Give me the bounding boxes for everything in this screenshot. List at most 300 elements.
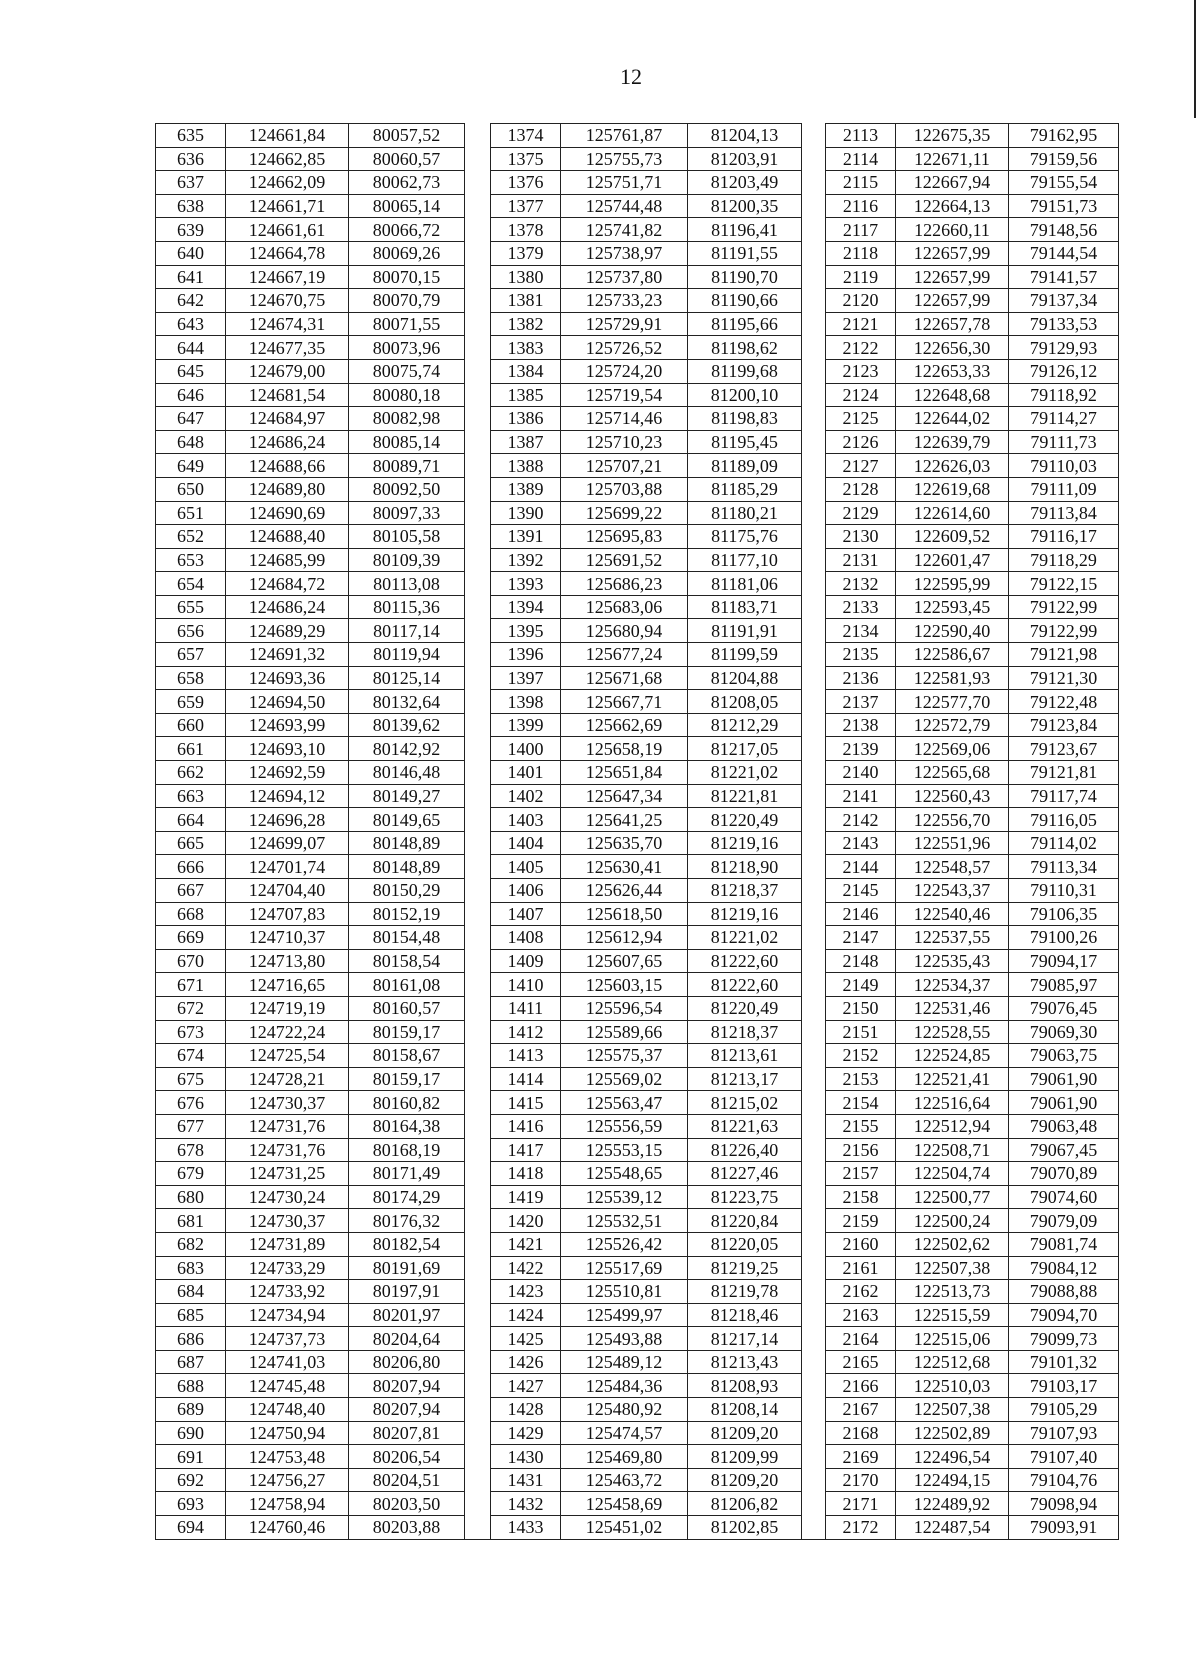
table-row: [156, 595, 1119, 619]
block-3-x-coordinate-cell: 122507,38: [896, 1398, 1009, 1422]
block-2-y-coordinate-cell: 81191,91: [688, 619, 802, 643]
block-2-y-coordinate-cell: 81198,62: [688, 336, 802, 360]
block-3-x-coordinate-cell: 122515,59: [896, 1303, 1009, 1327]
block-separator: [802, 312, 826, 336]
block-2-y-coordinate-cell: 81180,21: [688, 501, 802, 525]
block-1-x-coordinate-cell: 124694,50: [226, 690, 349, 714]
block-1-point-number-cell: 684: [156, 1280, 226, 1304]
block-1-x-coordinate-cell: 124731,25: [226, 1162, 349, 1186]
table-row: [156, 1374, 1119, 1398]
block-3-point-number-cell: 2145: [826, 879, 896, 903]
block-3-point-number-cell: 2137: [826, 690, 896, 714]
block-1-point-number-cell: 654: [156, 572, 226, 596]
block-3-x-coordinate-cell: 122535,43: [896, 949, 1009, 973]
table-row: [156, 902, 1119, 926]
block-3-x-coordinate-cell: 122577,70: [896, 690, 1009, 714]
block-2-x-coordinate-cell: 125563,47: [561, 1091, 688, 1115]
block-1-x-coordinate-cell: 124688,66: [226, 454, 349, 478]
block-separator: [802, 430, 826, 454]
block-separator: [465, 761, 491, 785]
block-3-x-coordinate-cell: 122494,15: [896, 1468, 1009, 1492]
block-2-y-coordinate-cell: 81220,84: [688, 1209, 802, 1233]
block-separator: [802, 949, 826, 973]
block-2-y-coordinate-cell: 81218,37: [688, 879, 802, 903]
block-separator: [465, 1138, 491, 1162]
block-1-x-coordinate-cell: 124731,89: [226, 1232, 349, 1256]
block-3-x-coordinate-cell: 122496,54: [896, 1445, 1009, 1469]
block-1-x-coordinate-cell: 124689,29: [226, 619, 349, 643]
block-separator: [802, 572, 826, 596]
block-1-y-coordinate-cell: 80171,49: [349, 1162, 465, 1186]
table-row: [156, 1232, 1119, 1256]
block-1-y-coordinate-cell: 80160,57: [349, 996, 465, 1020]
block-separator: [465, 595, 491, 619]
block-separator: [802, 1162, 826, 1186]
block-3-x-coordinate-cell: 122524,85: [896, 1044, 1009, 1068]
block-2-point-number-cell: 1386: [491, 407, 561, 431]
block-2-point-number-cell: 1382: [491, 312, 561, 336]
block-3-x-coordinate-cell: 122500,77: [896, 1185, 1009, 1209]
block-2-x-coordinate-cell: 125714,46: [561, 407, 688, 431]
block-3-y-coordinate-cell: 79113,84: [1009, 501, 1119, 525]
block-1-point-number-cell: 683: [156, 1256, 226, 1280]
block-1-point-number-cell: 656: [156, 619, 226, 643]
block-separator: [802, 1185, 826, 1209]
block-1-x-coordinate-cell: 124661,61: [226, 218, 349, 242]
block-2-y-coordinate-cell: 81189,09: [688, 454, 802, 478]
block-3-x-coordinate-cell: 122502,89: [896, 1421, 1009, 1445]
block-3-y-coordinate-cell: 79118,29: [1009, 548, 1119, 572]
block-separator: [802, 383, 826, 407]
block-3-y-coordinate-cell: 79076,45: [1009, 996, 1119, 1020]
block-3-point-number-cell: 2141: [826, 784, 896, 808]
block-3-point-number-cell: 2162: [826, 1280, 896, 1304]
block-1-point-number-cell: 657: [156, 643, 226, 667]
block-2-x-coordinate-cell: 125556,59: [561, 1114, 688, 1138]
block-2-x-coordinate-cell: 125741,82: [561, 218, 688, 242]
block-1-point-number-cell: 680: [156, 1185, 226, 1209]
block-1-y-coordinate-cell: 80139,62: [349, 713, 465, 737]
block-3-x-coordinate-cell: 122667,94: [896, 171, 1009, 195]
block-3-point-number-cell: 2125: [826, 407, 896, 431]
table-row: [156, 1398, 1119, 1422]
block-2-y-coordinate-cell: 81195,66: [688, 312, 802, 336]
block-2-point-number-cell: 1390: [491, 501, 561, 525]
block-3-y-coordinate-cell: 79094,70: [1009, 1303, 1119, 1327]
block-2-point-number-cell: 1422: [491, 1256, 561, 1280]
block-separator: [465, 1185, 491, 1209]
block-2-point-number-cell: 1392: [491, 548, 561, 572]
block-separator: [465, 336, 491, 360]
block-2-x-coordinate-cell: 125463,72: [561, 1468, 688, 1492]
block-separator: [802, 525, 826, 549]
block-2-point-number-cell: 1416: [491, 1114, 561, 1138]
block-3-point-number-cell: 2139: [826, 737, 896, 761]
block-1-point-number-cell: 640: [156, 241, 226, 265]
block-1-y-coordinate-cell: 80197,91: [349, 1280, 465, 1304]
block-3-y-coordinate-cell: 79121,30: [1009, 666, 1119, 690]
block-separator: [465, 1468, 491, 1492]
block-3-y-coordinate-cell: 79063,48: [1009, 1114, 1119, 1138]
block-1-x-coordinate-cell: 124661,71: [226, 194, 349, 218]
block-2-y-coordinate-cell: 81219,16: [688, 831, 802, 855]
block-1-x-coordinate-cell: 124691,32: [226, 643, 349, 667]
block-separator: [802, 619, 826, 643]
block-separator: [802, 926, 826, 950]
block-3-y-coordinate-cell: 79116,05: [1009, 808, 1119, 832]
block-1-point-number-cell: 638: [156, 194, 226, 218]
block-separator: [465, 784, 491, 808]
block-3-x-coordinate-cell: 122521,41: [896, 1067, 1009, 1091]
block-1-x-coordinate-cell: 124728,21: [226, 1067, 349, 1091]
block-1-point-number-cell: 647: [156, 407, 226, 431]
block-separator: [465, 194, 491, 218]
block-separator: [802, 454, 826, 478]
block-2-point-number-cell: 1408: [491, 926, 561, 950]
table-row: [156, 643, 1119, 667]
table-row: [156, 548, 1119, 572]
block-3-x-coordinate-cell: 122660,11: [896, 218, 1009, 242]
block-3-y-coordinate-cell: 79107,93: [1009, 1421, 1119, 1445]
block-separator: [802, 1020, 826, 1044]
table-row: [156, 1138, 1119, 1162]
block-2-x-coordinate-cell: 125510,81: [561, 1280, 688, 1304]
block-1-point-number-cell: 643: [156, 312, 226, 336]
block-2-x-coordinate-cell: 125607,65: [561, 949, 688, 973]
block-1-point-number-cell: 687: [156, 1350, 226, 1374]
block-2-y-coordinate-cell: 81220,49: [688, 808, 802, 832]
block-separator: [802, 194, 826, 218]
block-2-y-coordinate-cell: 81190,70: [688, 265, 802, 289]
block-2-x-coordinate-cell: 125612,94: [561, 926, 688, 950]
block-3-point-number-cell: 2168: [826, 1421, 896, 1445]
block-1-x-coordinate-cell: 124664,78: [226, 241, 349, 265]
block-2-y-coordinate-cell: 81203,49: [688, 171, 802, 195]
block-separator: [465, 1256, 491, 1280]
block-3-y-coordinate-cell: 79061,90: [1009, 1067, 1119, 1091]
block-2-point-number-cell: 1426: [491, 1350, 561, 1374]
block-2-y-coordinate-cell: 81217,05: [688, 737, 802, 761]
block-2-point-number-cell: 1418: [491, 1162, 561, 1186]
block-1-point-number-cell: 689: [156, 1398, 226, 1422]
block-2-y-coordinate-cell: 81221,02: [688, 926, 802, 950]
block-2-y-coordinate-cell: 81227,46: [688, 1162, 802, 1186]
table-row: [156, 194, 1119, 218]
block-3-y-coordinate-cell: 79084,12: [1009, 1256, 1119, 1280]
block-1-point-number-cell: 651: [156, 501, 226, 525]
block-2-x-coordinate-cell: 125667,71: [561, 690, 688, 714]
block-3-x-coordinate-cell: 122657,99: [896, 289, 1009, 313]
block-3-point-number-cell: 2117: [826, 218, 896, 242]
block-2-x-coordinate-cell: 125651,84: [561, 761, 688, 785]
block-2-x-coordinate-cell: 125726,52: [561, 336, 688, 360]
block-separator: [802, 289, 826, 313]
block-separator: [465, 501, 491, 525]
block-1-point-number-cell: 642: [156, 289, 226, 313]
block-2-x-coordinate-cell: 125553,15: [561, 1138, 688, 1162]
block-1-point-number-cell: 692: [156, 1468, 226, 1492]
table-row: [156, 265, 1119, 289]
block-separator: [465, 1114, 491, 1138]
block-separator: [802, 171, 826, 195]
block-1-point-number-cell: 678: [156, 1138, 226, 1162]
block-separator: [465, 949, 491, 973]
block-2-point-number-cell: 1415: [491, 1091, 561, 1115]
block-3-x-coordinate-cell: 122487,54: [896, 1516, 1009, 1540]
block-3-point-number-cell: 2167: [826, 1398, 896, 1422]
block-2-point-number-cell: 1407: [491, 902, 561, 926]
block-3-y-coordinate-cell: 79081,74: [1009, 1232, 1119, 1256]
block-3-point-number-cell: 2165: [826, 1350, 896, 1374]
block-separator: [802, 643, 826, 667]
table-row: [156, 713, 1119, 737]
block-1-y-coordinate-cell: 80069,26: [349, 241, 465, 265]
table-row: [156, 1516, 1119, 1540]
block-separator: [465, 218, 491, 242]
block-3-point-number-cell: 2124: [826, 383, 896, 407]
table-row: [156, 1445, 1119, 1469]
block-1-y-coordinate-cell: 80158,67: [349, 1044, 465, 1068]
block-2-x-coordinate-cell: 125699,22: [561, 501, 688, 525]
block-3-y-coordinate-cell: 79129,93: [1009, 336, 1119, 360]
table-row: [156, 926, 1119, 950]
block-separator: [465, 855, 491, 879]
block-separator: [465, 454, 491, 478]
block-1-x-coordinate-cell: 124688,40: [226, 525, 349, 549]
block-1-y-coordinate-cell: 80117,14: [349, 619, 465, 643]
block-separator: [465, 619, 491, 643]
block-1-point-number-cell: 661: [156, 737, 226, 761]
block-1-y-coordinate-cell: 80206,54: [349, 1445, 465, 1469]
block-2-point-number-cell: 1396: [491, 643, 561, 667]
block-1-x-coordinate-cell: 124730,37: [226, 1209, 349, 1233]
table-row: [156, 973, 1119, 997]
block-1-point-number-cell: 641: [156, 265, 226, 289]
block-1-x-coordinate-cell: 124693,36: [226, 666, 349, 690]
block-2-y-coordinate-cell: 81209,20: [688, 1468, 802, 1492]
block-3-point-number-cell: 2122: [826, 336, 896, 360]
block-3-point-number-cell: 2131: [826, 548, 896, 572]
block-separator: [802, 1468, 826, 1492]
block-separator: [802, 1421, 826, 1445]
block-3-x-coordinate-cell: 122540,46: [896, 902, 1009, 926]
block-1-point-number-cell: 675: [156, 1067, 226, 1091]
block-2-x-coordinate-cell: 125737,80: [561, 265, 688, 289]
block-1-x-coordinate-cell: 124684,97: [226, 407, 349, 431]
block-2-point-number-cell: 1383: [491, 336, 561, 360]
table-row: [156, 218, 1119, 242]
block-3-x-coordinate-cell: 122515,06: [896, 1327, 1009, 1351]
block-2-y-coordinate-cell: 81215,02: [688, 1091, 802, 1115]
block-2-point-number-cell: 1429: [491, 1421, 561, 1445]
block-1-y-coordinate-cell: 80204,64: [349, 1327, 465, 1351]
block-2-y-coordinate-cell: 81218,90: [688, 855, 802, 879]
block-1-point-number-cell: 686: [156, 1327, 226, 1351]
block-3-x-coordinate-cell: 122619,68: [896, 477, 1009, 501]
block-3-point-number-cell: 2156: [826, 1138, 896, 1162]
block-2-x-coordinate-cell: 125641,25: [561, 808, 688, 832]
block-1-point-number-cell: 646: [156, 383, 226, 407]
block-3-y-coordinate-cell: 79110,03: [1009, 454, 1119, 478]
block-3-x-coordinate-cell: 122513,73: [896, 1280, 1009, 1304]
block-2-x-coordinate-cell: 125480,92: [561, 1398, 688, 1422]
table-row: [156, 831, 1119, 855]
block-3-x-coordinate-cell: 122534,37: [896, 973, 1009, 997]
block-3-y-coordinate-cell: 79122,15: [1009, 572, 1119, 596]
block-2-y-coordinate-cell: 81190,66: [688, 289, 802, 313]
block-separator: [465, 1067, 491, 1091]
block-2-y-coordinate-cell: 81212,29: [688, 713, 802, 737]
block-2-x-coordinate-cell: 125677,24: [561, 643, 688, 667]
block-1-x-coordinate-cell: 124731,76: [226, 1114, 349, 1138]
block-2-x-coordinate-cell: 125618,50: [561, 902, 688, 926]
block-1-y-coordinate-cell: 80207,94: [349, 1374, 465, 1398]
block-2-point-number-cell: 1409: [491, 949, 561, 973]
block-2-x-coordinate-cell: 125458,69: [561, 1492, 688, 1516]
block-separator: [465, 383, 491, 407]
block-2-y-coordinate-cell: 81221,81: [688, 784, 802, 808]
block-3-point-number-cell: 2120: [826, 289, 896, 313]
block-1-x-coordinate-cell: 124731,76: [226, 1138, 349, 1162]
block-3-x-coordinate-cell: 122609,52: [896, 525, 1009, 549]
block-2-y-coordinate-cell: 81208,05: [688, 690, 802, 714]
block-1-y-coordinate-cell: 80149,27: [349, 784, 465, 808]
block-1-y-coordinate-cell: 80152,19: [349, 902, 465, 926]
block-separator: [465, 312, 491, 336]
block-separator: [465, 407, 491, 431]
block-3-y-coordinate-cell: 79088,88: [1009, 1280, 1119, 1304]
block-3-x-coordinate-cell: 122560,43: [896, 784, 1009, 808]
block-separator: [802, 1445, 826, 1469]
block-separator: [465, 643, 491, 667]
block-2-point-number-cell: 1385: [491, 383, 561, 407]
block-3-x-coordinate-cell: 122595,99: [896, 572, 1009, 596]
block-1-x-coordinate-cell: 124710,37: [226, 926, 349, 950]
block-3-point-number-cell: 2154: [826, 1091, 896, 1115]
block-1-y-coordinate-cell: 80060,57: [349, 147, 465, 171]
block-1-x-coordinate-cell: 124662,85: [226, 147, 349, 171]
block-separator: [802, 265, 826, 289]
block-separator: [802, 855, 826, 879]
block-1-point-number-cell: 658: [156, 666, 226, 690]
block-separator: [465, 1280, 491, 1304]
block-3-y-coordinate-cell: 79114,27: [1009, 407, 1119, 431]
block-2-point-number-cell: 1405: [491, 855, 561, 879]
block-1-x-coordinate-cell: 124756,27: [226, 1468, 349, 1492]
table-row: [156, 666, 1119, 690]
block-2-point-number-cell: 1399: [491, 713, 561, 737]
block-2-x-coordinate-cell: 125630,41: [561, 855, 688, 879]
block-1-y-coordinate-cell: 80085,14: [349, 430, 465, 454]
block-3-x-coordinate-cell: 122590,40: [896, 619, 1009, 643]
block-separator: [802, 902, 826, 926]
block-separator: [802, 808, 826, 832]
block-1-y-coordinate-cell: 80071,55: [349, 312, 465, 336]
block-3-y-coordinate-cell: 79155,54: [1009, 171, 1119, 195]
block-separator: [802, 1492, 826, 1516]
table-row: [156, 430, 1119, 454]
block-1-y-coordinate-cell: 80161,08: [349, 973, 465, 997]
block-1-x-coordinate-cell: 124704,40: [226, 879, 349, 903]
block-1-y-coordinate-cell: 80207,81: [349, 1421, 465, 1445]
block-1-x-coordinate-cell: 124737,73: [226, 1327, 349, 1351]
block-2-x-coordinate-cell: 125489,12: [561, 1350, 688, 1374]
block-separator: [465, 525, 491, 549]
table-row: [156, 1044, 1119, 1068]
block-separator: [465, 1020, 491, 1044]
table-row: [156, 1114, 1119, 1138]
table-row: [156, 477, 1119, 501]
block-3-y-coordinate-cell: 79100,26: [1009, 926, 1119, 950]
block-2-x-coordinate-cell: 125658,19: [561, 737, 688, 761]
block-1-x-coordinate-cell: 124750,94: [226, 1421, 349, 1445]
block-separator: [465, 879, 491, 903]
block-1-y-coordinate-cell: 80109,39: [349, 548, 465, 572]
table-row: [156, 241, 1119, 265]
block-separator: [465, 1232, 491, 1256]
block-1-x-coordinate-cell: 124684,72: [226, 572, 349, 596]
block-2-x-coordinate-cell: 125526,42: [561, 1232, 688, 1256]
block-3-y-coordinate-cell: 79123,84: [1009, 713, 1119, 737]
table-row: [156, 336, 1119, 360]
block-3-y-coordinate-cell: 79144,54: [1009, 241, 1119, 265]
block-2-x-coordinate-cell: 125719,54: [561, 383, 688, 407]
block-2-point-number-cell: 1381: [491, 289, 561, 313]
block-3-y-coordinate-cell: 79118,92: [1009, 383, 1119, 407]
block-1-x-coordinate-cell: 124716,65: [226, 973, 349, 997]
block-3-x-coordinate-cell: 122512,94: [896, 1114, 1009, 1138]
block-3-x-coordinate-cell: 122614,60: [896, 501, 1009, 525]
block-2-y-coordinate-cell: 81219,78: [688, 1280, 802, 1304]
block-3-x-coordinate-cell: 122548,57: [896, 855, 1009, 879]
block-3-x-coordinate-cell: 122601,47: [896, 548, 1009, 572]
block-3-x-coordinate-cell: 122671,11: [896, 147, 1009, 171]
table-row: [156, 1492, 1119, 1516]
block-2-point-number-cell: 1388: [491, 454, 561, 478]
block-separator: [465, 289, 491, 313]
block-separator: [802, 548, 826, 572]
block-1-y-coordinate-cell: 80164,38: [349, 1114, 465, 1138]
block-2-y-coordinate-cell: 81196,41: [688, 218, 802, 242]
block-1-y-coordinate-cell: 80113,08: [349, 572, 465, 596]
block-1-point-number-cell: 685: [156, 1303, 226, 1327]
table-row: [156, 359, 1119, 383]
block-1-point-number-cell: 662: [156, 761, 226, 785]
block-1-y-coordinate-cell: 80146,48: [349, 761, 465, 785]
block-1-x-coordinate-cell: 124693,99: [226, 713, 349, 737]
block-1-x-coordinate-cell: 124679,00: [226, 359, 349, 383]
block-2-y-coordinate-cell: 81204,88: [688, 666, 802, 690]
table-row: [156, 761, 1119, 785]
block-3-point-number-cell: 2164: [826, 1327, 896, 1351]
block-1-x-coordinate-cell: 124661,84: [226, 124, 349, 148]
block-separator: [465, 713, 491, 737]
block-2-point-number-cell: 1374: [491, 124, 561, 148]
block-3-y-coordinate-cell: 79151,73: [1009, 194, 1119, 218]
block-2-x-coordinate-cell: 125596,54: [561, 996, 688, 1020]
block-3-x-coordinate-cell: 122639,79: [896, 430, 1009, 454]
block-1-point-number-cell: 663: [156, 784, 226, 808]
block-2-x-coordinate-cell: 125695,83: [561, 525, 688, 549]
block-1-point-number-cell: 660: [156, 713, 226, 737]
block-1-y-coordinate-cell: 80168,19: [349, 1138, 465, 1162]
table-row: [156, 949, 1119, 973]
block-1-point-number-cell: 666: [156, 855, 226, 879]
block-2-x-coordinate-cell: 125493,88: [561, 1327, 688, 1351]
block-separator: [802, 336, 826, 360]
block-1-point-number-cell: 636: [156, 147, 226, 171]
block-separator: [802, 1374, 826, 1398]
